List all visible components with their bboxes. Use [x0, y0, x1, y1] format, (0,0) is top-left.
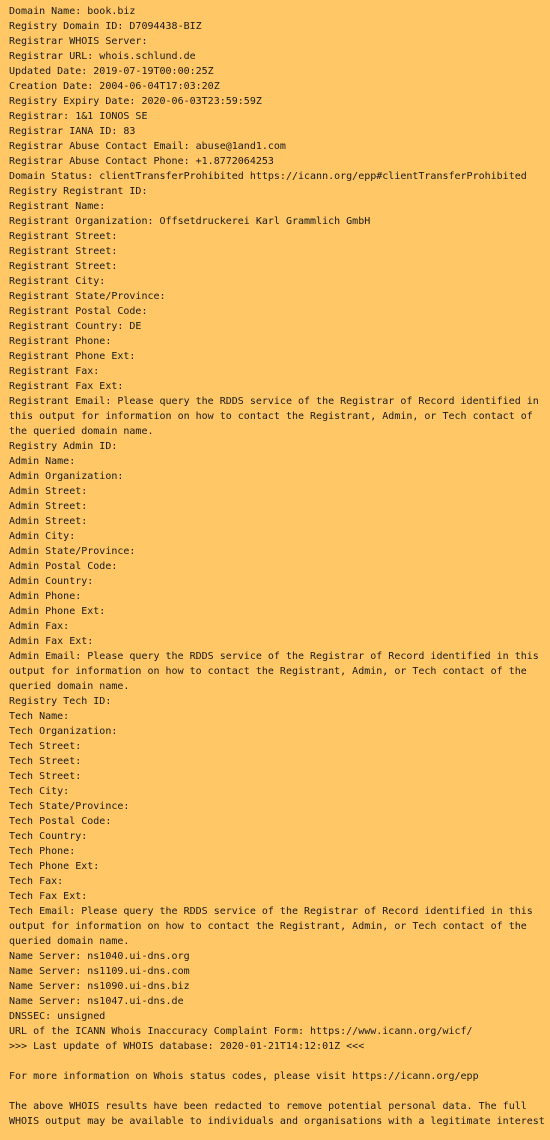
whois-line: Tech Country: [9, 831, 88, 842]
whois-line: For more information on Whois status codes, please visit https://icann.org/epp [9, 1071, 479, 1082]
whois-line: Registrant Postal Code: [9, 306, 148, 317]
whois-line [9, 1084, 550, 1099]
whois-line: Admin Phone Ext: [9, 606, 106, 617]
whois-line: Name Server: ns1109.ui-dns.com [9, 966, 190, 977]
whois-line: Registrant Fax: [9, 366, 100, 377]
whois-line: Admin Phone: [9, 591, 82, 602]
whois-line: Admin Street: [9, 516, 88, 527]
whois-line: Tech Fax: [9, 876, 64, 887]
whois-line: Registrant State/Province: [9, 291, 166, 302]
whois-line: Registry Domain ID: D7094438-BIZ [9, 21, 202, 32]
whois-line: WHOIS output may be available to individuals and organisations with a legitimate interest [9, 1116, 545, 1127]
whois-line: queried domain name. [9, 681, 130, 692]
whois-line: Registrant Organization: Offsetdruckerei Karl Grammlich GmbH [9, 216, 371, 227]
whois-line: Registrant Street: [9, 246, 118, 257]
whois-line: Updated Date: 2019-07-19T00:00:25Z [9, 66, 214, 77]
whois-line: output for information on how to contact the Registrant, Admin, or Tech contact of the [9, 921, 527, 932]
whois-line: the queried domain name. [9, 426, 154, 437]
whois-line: Registrant Fax Ext: [9, 381, 124, 392]
whois-line: Creation Date: 2004-06-04T17:03:20Z [9, 81, 220, 92]
whois-line: Admin Street: [9, 486, 88, 497]
whois-line: this output for information on how to contact the Registrant, Admin, or Tech contact of [9, 411, 533, 422]
whois-line: Registrant City: [9, 276, 106, 287]
whois-line: Registrant Phone: [9, 336, 112, 347]
whois-line: Registrant Street: [9, 231, 118, 242]
whois-line: Registrant Street: [9, 261, 118, 272]
whois-line: output for information on how to contact the Registrant, Admin, or Tech contact of the [9, 666, 527, 677]
whois-line: Domain Name: book.biz [9, 6, 136, 17]
whois-line: Name Server: ns1090.ui-dns.biz [9, 981, 190, 992]
whois-line: Tech Street: [9, 741, 82, 752]
whois-line: Admin Postal Code: [9, 561, 118, 572]
whois-line: Admin Email: Please query the RDDS service of the Registrar of Record identified in this [9, 651, 539, 662]
whois-line: Tech Postal Code: [9, 816, 112, 827]
whois-line: Registrant Name: [9, 201, 106, 212]
whois-line: Tech Organization: [9, 726, 118, 737]
whois-line: Tech Email: Please query the RDDS service of the Registrar of Record identified in this [9, 906, 533, 917]
whois-line: The above WHOIS results have been redacted to remove potential personal data. The full [9, 1101, 527, 1112]
whois-line: >>> Last update of WHOIS database: 2020-01-21T14:12:01Z <<< [9, 1041, 365, 1052]
whois-line: Domain Status: clientTransferProhibited https://icann.org/epp#clientTransferProhibited [9, 171, 527, 182]
whois-line: Tech Phone Ext: [9, 861, 100, 872]
whois-line: Admin Organization: [9, 471, 124, 482]
whois-line: Registry Expiry Date: 2020-06-03T23:59:59Z [9, 96, 262, 107]
whois-line: Admin State/Province: [9, 546, 136, 557]
whois-line: Tech Street: [9, 771, 82, 782]
whois-line: Registry Registrant ID: [9, 186, 148, 197]
whois-line: Registrar WHOIS Server: [9, 36, 148, 47]
whois-line: DNSSEC: unsigned [9, 1011, 106, 1022]
whois-line: Registrar Abuse Contact Email: abuse@1and1.com [9, 141, 286, 152]
whois-line: Admin City: [9, 531, 76, 542]
whois-line: Admin Name: [9, 456, 76, 467]
whois-line: Registrant Country: DE [9, 321, 142, 332]
whois-line: Name Server: ns1040.ui-dns.org [9, 951, 190, 962]
whois-line: Tech City: [9, 786, 70, 797]
whois-line: Registrar: 1&1 IONOS SE [9, 111, 148, 122]
whois-line: Admin Fax Ext: [9, 636, 94, 647]
whois-line: URL of the ICANN Whois Inaccuracy Complaint Form: https://www.icann.org/wicf/ [9, 1026, 473, 1037]
whois-line: Tech Phone: [9, 846, 76, 857]
whois-line: Admin Street: [9, 501, 88, 512]
whois-line: Admin Country: [9, 576, 94, 587]
whois-line [9, 1054, 550, 1069]
whois-line: Registrar Abuse Contact Phone: +1.8772064253 [9, 156, 274, 167]
whois-line: Tech State/Province: [9, 801, 130, 812]
whois-line: Registrar URL: whois.schlund.de [9, 51, 196, 62]
whois-line: Name Server: ns1047.ui-dns.de [9, 996, 184, 1007]
whois-line: Tech Name: [9, 711, 70, 722]
whois-line: Registrant Phone Ext: [9, 351, 136, 362]
whois-line: Tech Street: [9, 756, 82, 767]
whois-line: Admin Fax: [9, 621, 70, 632]
whois-line: Registrar IANA ID: 83 [9, 126, 136, 137]
whois-line: queried domain name. [9, 936, 130, 947]
whois-line: Registry Admin ID: [9, 441, 118, 452]
whois-line: Tech Fax Ext: [9, 891, 88, 902]
whois-line: Registrant Email: Please query the RDDS service of the Registrar of Record identified in [9, 396, 539, 407]
whois-line: Registry Tech ID: [9, 696, 112, 707]
